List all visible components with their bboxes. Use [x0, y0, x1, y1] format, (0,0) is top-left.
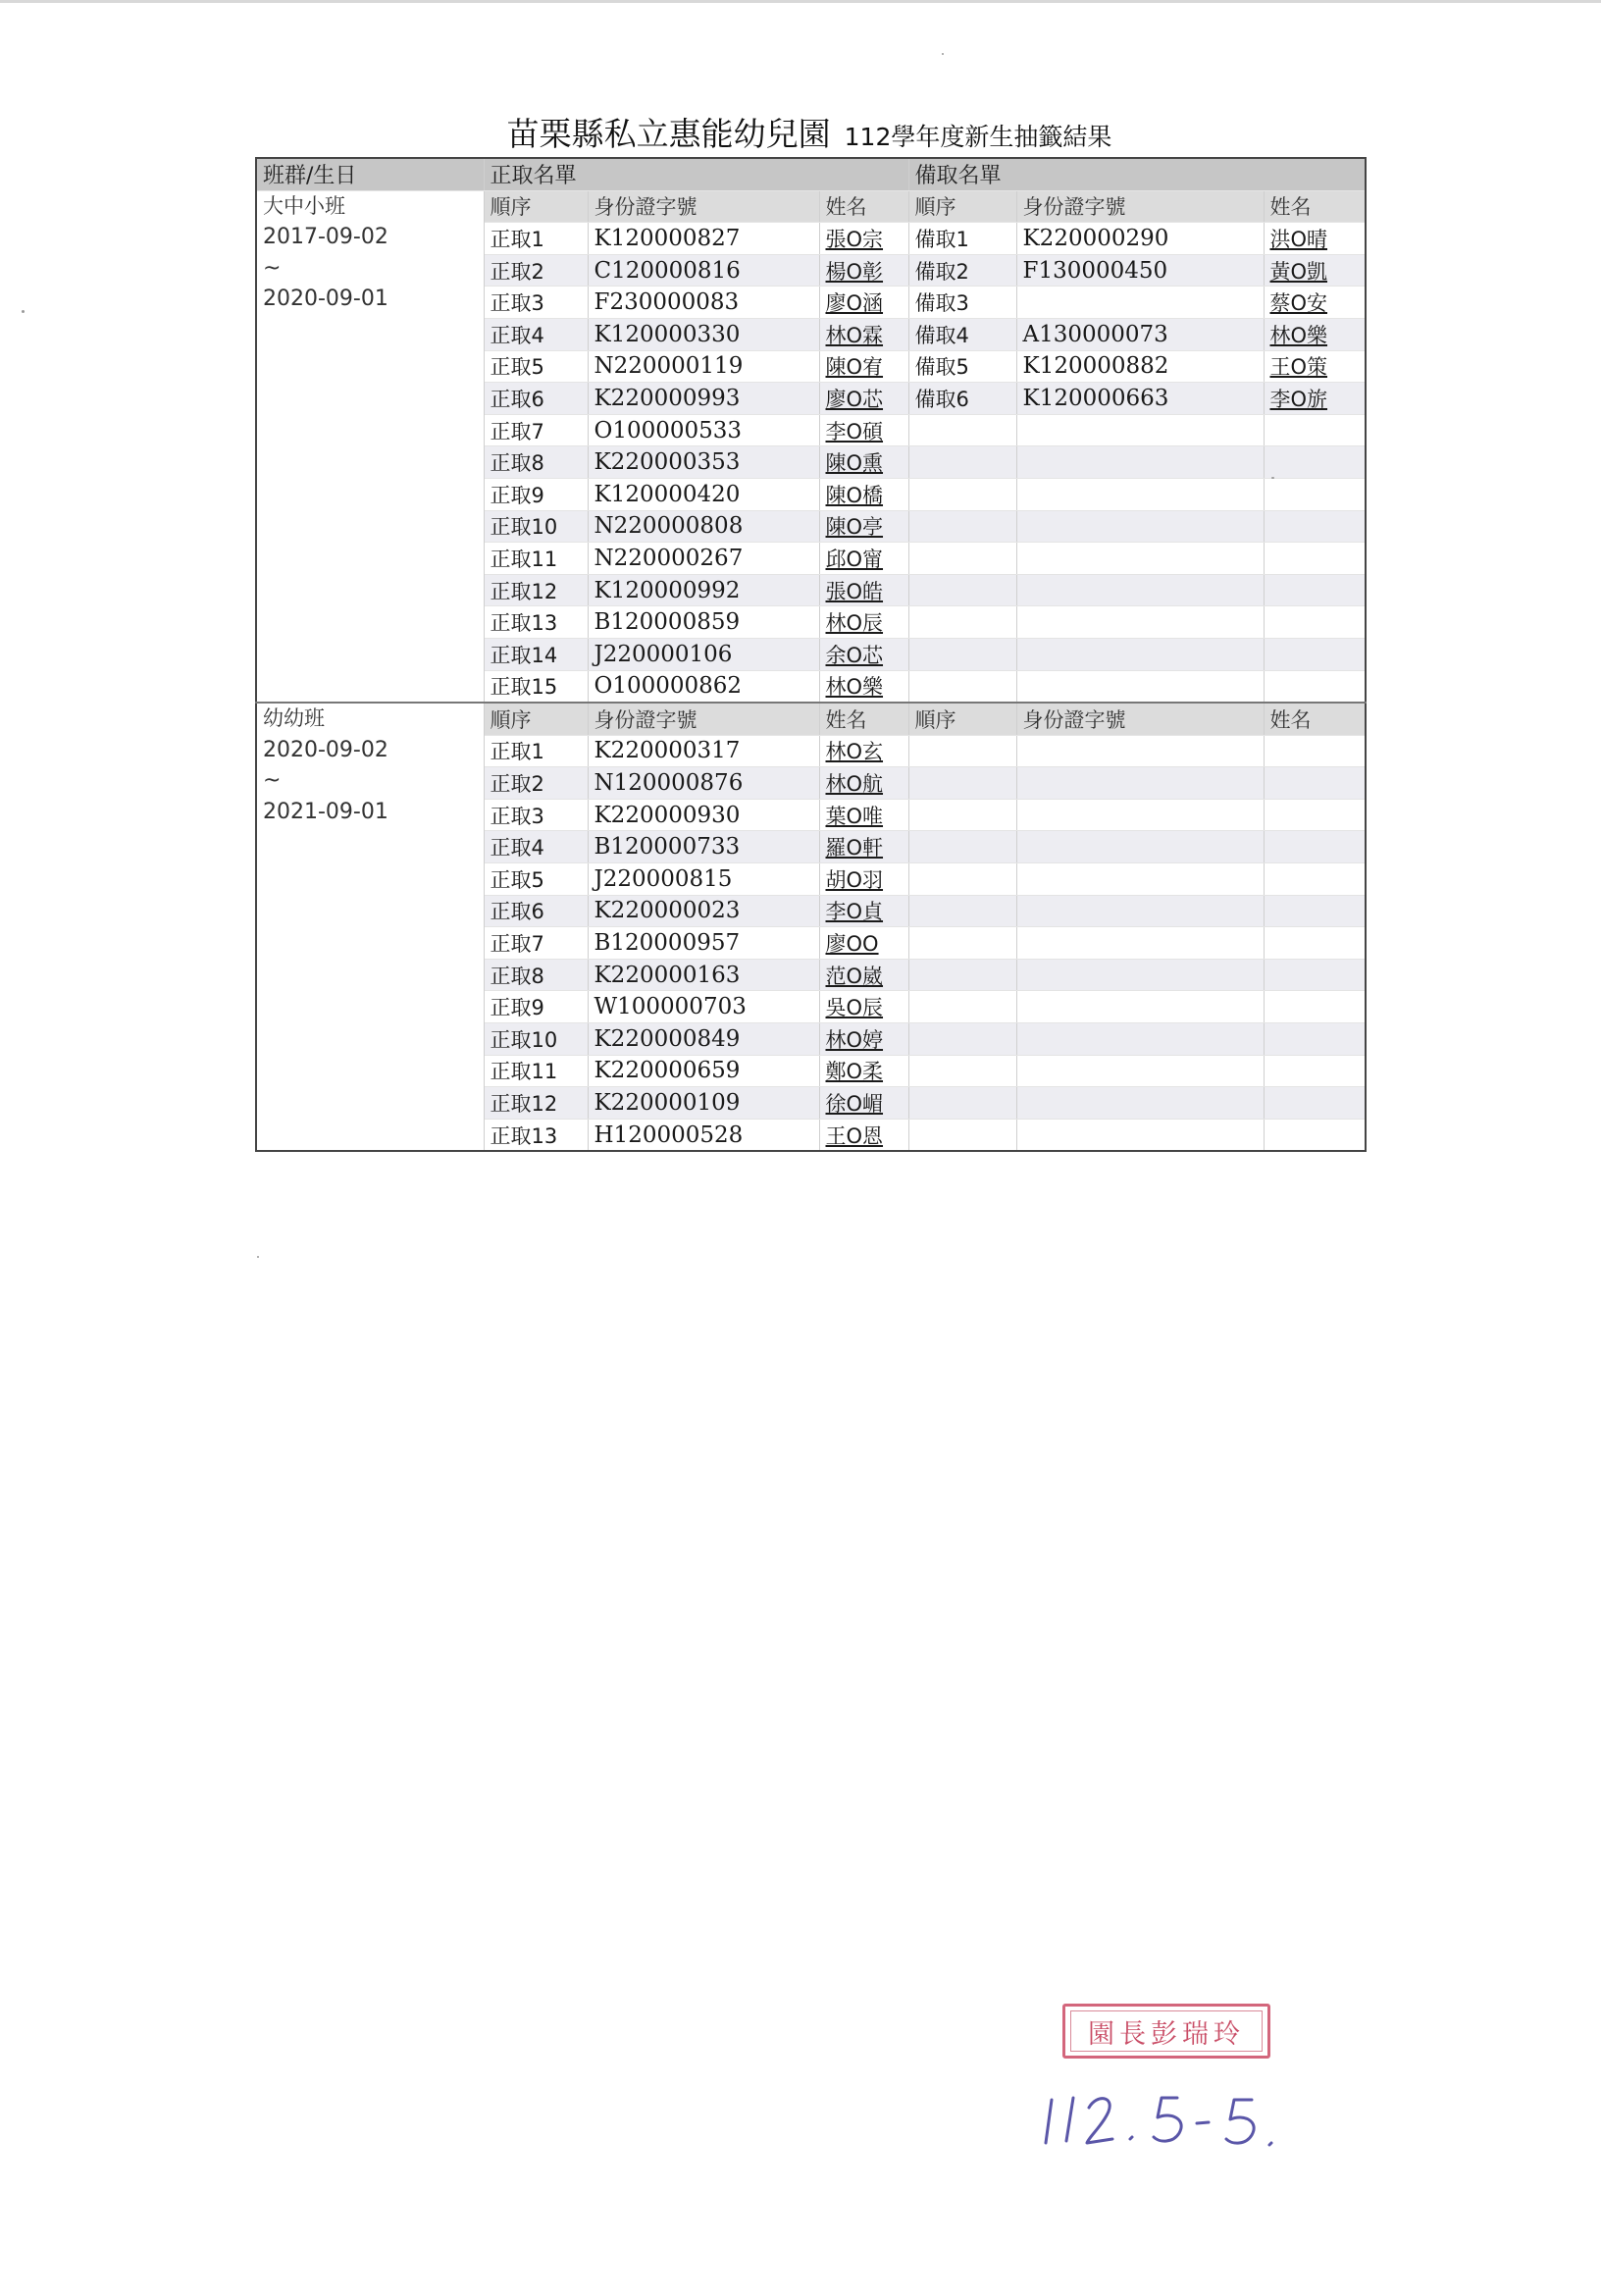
waitlist-id-number — [1016, 287, 1264, 319]
waitlist-name-text: 蔡O安 — [1269, 291, 1328, 316]
waitlist-order: 備取1 — [908, 223, 1016, 255]
admit-id-number: W100000703 — [588, 991, 819, 1023]
waitlist-id-number — [1016, 478, 1264, 510]
waitlist-order — [908, 863, 1016, 896]
scan-speck — [942, 53, 944, 55]
scan-speck — [22, 310, 25, 313]
waitlist-id-number — [1016, 446, 1264, 479]
waitlist-name — [1264, 478, 1366, 510]
admit-name-text: 王O恩 — [825, 1123, 884, 1148]
admit-order: 正取11 — [484, 543, 588, 575]
admit-id-number: K220000849 — [588, 1023, 819, 1056]
waitlist-order — [908, 510, 1016, 543]
admit-id-number: B120000957 — [588, 927, 819, 960]
admit-name-text: 李O貞 — [825, 900, 884, 924]
waitlist-order-col-header: 順序 — [908, 703, 1016, 735]
admit-order: 正取8 — [484, 446, 588, 479]
admit-name-text: 廖OO — [825, 932, 879, 957]
admit-order: 正取7 — [484, 927, 588, 960]
class-group-cell — [256, 190, 484, 703]
admit-order: 正取13 — [484, 606, 588, 639]
admit-order: 正取1 — [484, 735, 588, 767]
waitlist-name — [1264, 1119, 1366, 1151]
waitlist-id-number: A130000073 — [1016, 318, 1264, 350]
admit-name — [819, 863, 908, 896]
scan-speck — [257, 1256, 259, 1258]
admit-name — [819, 383, 908, 415]
admit-name — [819, 670, 908, 703]
admit-name — [819, 895, 908, 927]
admit-name — [819, 831, 908, 863]
document-title — [255, 108, 1364, 155]
waitlist-order — [908, 1087, 1016, 1120]
admit-id-number: C120000816 — [588, 254, 819, 287]
admit-id-number: K220000353 — [588, 446, 819, 479]
admit-name — [819, 254, 908, 287]
admit-order: 正取3 — [484, 287, 588, 319]
admit-order: 正取11 — [484, 1055, 588, 1087]
admit-id-number: K120000330 — [588, 318, 819, 350]
waitlist-name-col-header: 姓名 — [1264, 190, 1366, 223]
admit-name-text: 林O樂 — [825, 675, 884, 700]
admit-name-text: 林O玄 — [825, 740, 884, 764]
waitlist-name — [1264, 223, 1366, 255]
waitlist-order — [908, 670, 1016, 703]
admit-id-number: K220000109 — [588, 1087, 819, 1120]
waitlist-name-text: 李O旂 — [1269, 387, 1328, 411]
waitlist-header: 備取名單 — [908, 158, 1366, 190]
waitlist-id-number — [1016, 799, 1264, 831]
class-group-name: 幼幼班 — [263, 706, 325, 731]
admit-name — [819, 446, 908, 479]
waitlist-id-number — [1016, 1087, 1264, 1120]
admit-name-text: 陳O熏 — [825, 451, 884, 476]
waitlist-id-number — [1016, 895, 1264, 927]
waitlist-name — [1264, 831, 1366, 863]
admit-name-text: 鄭O柔 — [825, 1060, 884, 1084]
waitlist-id-number — [1016, 606, 1264, 639]
waitlist-id-number — [1016, 959, 1264, 991]
waitlist-name — [1264, 543, 1366, 575]
admit-id-number: K220000317 — [588, 735, 819, 767]
waitlist-name — [1264, 606, 1366, 639]
waitlist-id-col-header: 身份證字號 — [1016, 703, 1264, 735]
waitlist-id-number — [1016, 1055, 1264, 1087]
waitlist-order-col-header: 順序 — [908, 190, 1016, 223]
admit-name — [819, 959, 908, 991]
admit-name-text: 陳O橋 — [825, 483, 884, 507]
handwritten-date-signature — [1040, 2078, 1285, 2157]
admit-name-text: 張O宗 — [825, 227, 884, 251]
order-col-header: 順序 — [484, 190, 588, 223]
waitlist-name — [1264, 799, 1366, 831]
admit-id-number: B120000859 — [588, 606, 819, 639]
admit-name-text: 廖O涵 — [825, 291, 884, 316]
admit-name — [819, 350, 908, 383]
admit-name-text: 廖O芯 — [825, 387, 884, 411]
admit-order: 正取9 — [484, 991, 588, 1023]
admit-name — [819, 574, 908, 606]
waitlist-order — [908, 543, 1016, 575]
admit-name-text: 楊O彰 — [825, 259, 884, 284]
waitlist-name-text: 王O策 — [1269, 355, 1328, 380]
waitlist-order — [908, 574, 1016, 606]
waitlist-order — [908, 1023, 1016, 1056]
waitlist-order — [908, 1119, 1016, 1151]
waitlist-id-col-header: 身份證字號 — [1016, 190, 1264, 223]
waitlist-order: 備取5 — [908, 350, 1016, 383]
admit-name — [819, 1119, 908, 1151]
waitlist-name — [1264, 446, 1366, 479]
admit-name-text: 羅O軒 — [825, 836, 884, 861]
waitlist-name — [1264, 1055, 1366, 1087]
class-group-name: 大中小班 — [263, 193, 345, 218]
admit-name — [819, 287, 908, 319]
admit-id-number: K120000827 — [588, 223, 819, 255]
admit-order: 正取14 — [484, 638, 588, 670]
section-subheader-row — [256, 190, 1366, 223]
waitlist-name — [1264, 414, 1366, 446]
table-header-row — [256, 158, 1366, 190]
waitlist-name — [1264, 318, 1366, 350]
waitlist-name — [1264, 287, 1366, 319]
admit-id-number: J220000106 — [588, 638, 819, 670]
name-col-header: 姓名 — [819, 703, 908, 735]
waitlist-id-number — [1016, 638, 1264, 670]
waitlist-id-number — [1016, 543, 1264, 575]
admit-name-text: 范O崴 — [825, 964, 884, 988]
admit-order: 正取4 — [484, 831, 588, 863]
group-column-header: 班群/生日 — [256, 158, 484, 190]
waitlist-name — [1264, 638, 1366, 670]
admit-id-number: J220000815 — [588, 863, 819, 896]
admit-name — [819, 735, 908, 767]
waitlist-order: 備取6 — [908, 383, 1016, 415]
admit-order: 正取6 — [484, 383, 588, 415]
admit-name — [819, 767, 908, 800]
waitlist-name — [1264, 1023, 1366, 1056]
id-col-header: 身份證字號 — [588, 703, 819, 735]
waitlist-id-number — [1016, 767, 1264, 800]
admit-order: 正取15 — [484, 670, 588, 703]
waitlist-order — [908, 735, 1016, 767]
birth-date-to: 2020-09-01 — [263, 287, 388, 312]
admit-id-number: F230000083 — [588, 287, 819, 319]
waitlist-id-number — [1016, 1119, 1264, 1151]
admit-id-number: K220000930 — [588, 799, 819, 831]
waitlist-id-number: K120000882 — [1016, 350, 1264, 383]
waitlist-name — [1264, 383, 1366, 415]
admit-order: 正取1 — [484, 223, 588, 255]
admit-id-number: N120000876 — [588, 767, 819, 800]
seal-text: 園長彭瑞玲 — [1070, 2010, 1263, 2052]
waitlist-name — [1264, 1087, 1366, 1120]
waitlist-order — [908, 606, 1016, 639]
name-col-header: 姓名 — [819, 190, 908, 223]
admit-name — [819, 991, 908, 1023]
admit-id-number: K220000993 — [588, 383, 819, 415]
admit-name-text: 徐O嵋 — [825, 1092, 884, 1117]
admit-order: 正取6 — [484, 895, 588, 927]
date-range-tilde: ~ — [263, 255, 282, 281]
admit-id-number: N220000267 — [588, 543, 819, 575]
date-range-tilde: ~ — [263, 768, 282, 794]
admit-name-text: 余O芯 — [825, 643, 884, 667]
table-body — [256, 190, 1366, 1151]
waitlist-name-text: 洪O晴 — [1269, 227, 1328, 251]
waitlist-name — [1264, 350, 1366, 383]
waitlist-name — [1264, 574, 1366, 606]
waitlist-order — [908, 1055, 1016, 1087]
admit-name — [819, 638, 908, 670]
admit-name — [819, 510, 908, 543]
waitlist-name — [1264, 767, 1366, 800]
birth-date-from: 2017-09-02 — [263, 225, 388, 250]
lottery-title: 112學年度新生抽籤結果 — [844, 123, 1112, 151]
admit-order: 正取3 — [484, 799, 588, 831]
waitlist-name — [1264, 735, 1366, 767]
waitlist-id-number — [1016, 831, 1264, 863]
admit-list-header: 正取名單 — [484, 158, 908, 190]
admit-order: 正取7 — [484, 414, 588, 446]
waitlist-name-text: 林O樂 — [1269, 323, 1328, 347]
admit-order: 正取4 — [484, 318, 588, 350]
waitlist-order — [908, 927, 1016, 960]
admit-name — [819, 478, 908, 510]
admit-name — [819, 799, 908, 831]
director-seal-stamp — [1062, 2004, 1270, 2059]
waitlist-order — [908, 959, 1016, 991]
admit-name-text: 林O婷 — [825, 1027, 884, 1052]
waitlist-name-text: 黃O凱 — [1269, 259, 1328, 284]
admit-order: 正取2 — [484, 767, 588, 800]
admit-name-text: 林O辰 — [825, 611, 884, 636]
admit-order: 正取12 — [484, 574, 588, 606]
waitlist-id-number: K220000290 — [1016, 223, 1264, 255]
lottery-results-table — [255, 157, 1367, 1152]
admit-order: 正取8 — [484, 959, 588, 991]
admit-id-number: K220000163 — [588, 959, 819, 991]
scan-speck — [1271, 477, 1274, 479]
admit-order: 正取13 — [484, 1119, 588, 1151]
admit-id-number: K220000659 — [588, 1055, 819, 1087]
admit-id-number: B120000733 — [588, 831, 819, 863]
waitlist-order — [908, 638, 1016, 670]
admit-name-text: 葉O唯 — [825, 804, 884, 828]
waitlist-id-number — [1016, 670, 1264, 703]
admit-id-number: K120000992 — [588, 574, 819, 606]
waitlist-id-number — [1016, 510, 1264, 543]
waitlist-id-number — [1016, 1023, 1264, 1056]
admit-name-text: 邱O甯 — [825, 547, 884, 571]
admit-name-text: 林O航 — [825, 772, 884, 797]
waitlist-name — [1264, 254, 1366, 287]
waitlist-name — [1264, 670, 1366, 703]
order-col-header: 順序 — [484, 703, 588, 735]
scan-edge — [0, 0, 1601, 3]
waitlist-name-col-header: 姓名 — [1264, 703, 1366, 735]
waitlist-id-number — [1016, 735, 1264, 767]
admit-name — [819, 1055, 908, 1087]
admit-name — [819, 606, 908, 639]
admit-order: 正取10 — [484, 510, 588, 543]
admit-name-text: 陳O宥 — [825, 355, 884, 380]
waitlist-id-number — [1016, 991, 1264, 1023]
waitlist-order — [908, 991, 1016, 1023]
admit-order: 正取2 — [484, 254, 588, 287]
waitlist-order — [908, 446, 1016, 479]
admit-name-text: 林O霖 — [825, 323, 884, 347]
waitlist-id-number: K120000663 — [1016, 383, 1264, 415]
kindergarten-name: 苗栗縣私立惠能幼兒園 — [506, 115, 831, 153]
admit-name-text: 張O皓 — [825, 579, 884, 603]
waitlist-order — [908, 478, 1016, 510]
admit-order: 正取10 — [484, 1023, 588, 1056]
waitlist-order — [908, 895, 1016, 927]
waitlist-name — [1264, 927, 1366, 960]
waitlist-id-number — [1016, 574, 1264, 606]
waitlist-order: 備取4 — [908, 318, 1016, 350]
waitlist-id-number — [1016, 414, 1264, 446]
waitlist-order: 備取3 — [908, 287, 1016, 319]
waitlist-name — [1264, 895, 1366, 927]
admit-id-number: N220000808 — [588, 510, 819, 543]
admit-name-text: 李O碩 — [825, 419, 884, 444]
admit-name — [819, 927, 908, 960]
admit-id-number: K220000023 — [588, 895, 819, 927]
admit-order: 正取5 — [484, 350, 588, 383]
admit-id-number: N220000119 — [588, 350, 819, 383]
waitlist-order: 備取2 — [908, 254, 1016, 287]
admit-name — [819, 1023, 908, 1056]
admit-name — [819, 223, 908, 255]
waitlist-name — [1264, 991, 1366, 1023]
admit-order: 正取9 — [484, 478, 588, 510]
admit-id-number: O100000533 — [588, 414, 819, 446]
admit-name-text: 胡O羽 — [825, 867, 884, 892]
admit-name — [819, 414, 908, 446]
waitlist-name — [1264, 959, 1366, 991]
admit-order: 正取12 — [484, 1087, 588, 1120]
admit-name-text: 陳O亭 — [825, 515, 884, 540]
admit-id-number: O100000862 — [588, 670, 819, 703]
waitlist-id-number: F130000450 — [1016, 254, 1264, 287]
waitlist-order — [908, 414, 1016, 446]
admit-id-number: H120000528 — [588, 1119, 819, 1151]
waitlist-order — [908, 799, 1016, 831]
waitlist-id-number — [1016, 927, 1264, 960]
id-col-header: 身份證字號 — [588, 190, 819, 223]
waitlist-name — [1264, 863, 1366, 896]
admit-name — [819, 543, 908, 575]
birth-date-to: 2021-09-01 — [263, 799, 388, 824]
waitlist-name — [1264, 510, 1366, 543]
class-group-cell — [256, 703, 484, 1151]
waitlist-id-number — [1016, 863, 1264, 896]
admit-name-text: 吳O辰 — [825, 996, 884, 1020]
admit-id-number: K120000420 — [588, 478, 819, 510]
section-subheader-row — [256, 703, 1366, 735]
admit-name — [819, 318, 908, 350]
waitlist-order — [908, 767, 1016, 800]
waitlist-order — [908, 831, 1016, 863]
admit-order: 正取5 — [484, 863, 588, 896]
birth-date-from: 2020-09-02 — [263, 737, 388, 762]
admit-name — [819, 1087, 908, 1120]
